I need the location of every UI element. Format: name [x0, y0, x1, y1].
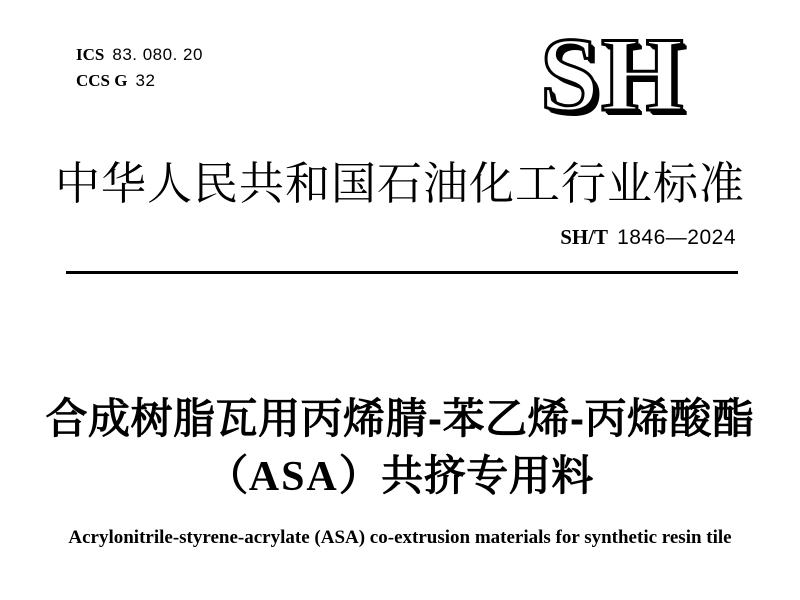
- standard-number-value: 1846—2024: [617, 226, 736, 249]
- standard-header-title: 中华人民共和国石油化工行业标准: [54, 159, 745, 209]
- sh-standard-logo: SH: [540, 16, 686, 133]
- document-title-line2: [0, 447, 800, 506]
- header-divider-rule: [66, 271, 738, 274]
- title-abbreviation: ASA: [248, 454, 339, 500]
- ics-label: ICS: [76, 45, 105, 64]
- document-title-line1: 合成树脂瓦用丙烯腈-苯乙烯-丙烯酸酯: [45, 395, 755, 442]
- ccs-line: [76, 68, 203, 94]
- title-paren-open: （: [206, 452, 249, 499]
- ics-line: [76, 42, 203, 68]
- ccs-label: CCS G: [76, 71, 128, 90]
- document-title-chinese: [0, 390, 800, 506]
- standard-number: [560, 224, 736, 251]
- ccs-value: 32: [135, 71, 156, 90]
- classification-codes: [76, 42, 203, 94]
- document-title-english: Acrylonitrile-styrene-acrylate (ASA) co-extrusion materials for synthetic resin tile: [68, 527, 732, 548]
- standard-number-prefix: SH/T: [560, 225, 609, 249]
- ics-value: 83. 080. 20: [112, 45, 203, 64]
- title-line2-rest: ）共挤专用料: [338, 452, 594, 499]
